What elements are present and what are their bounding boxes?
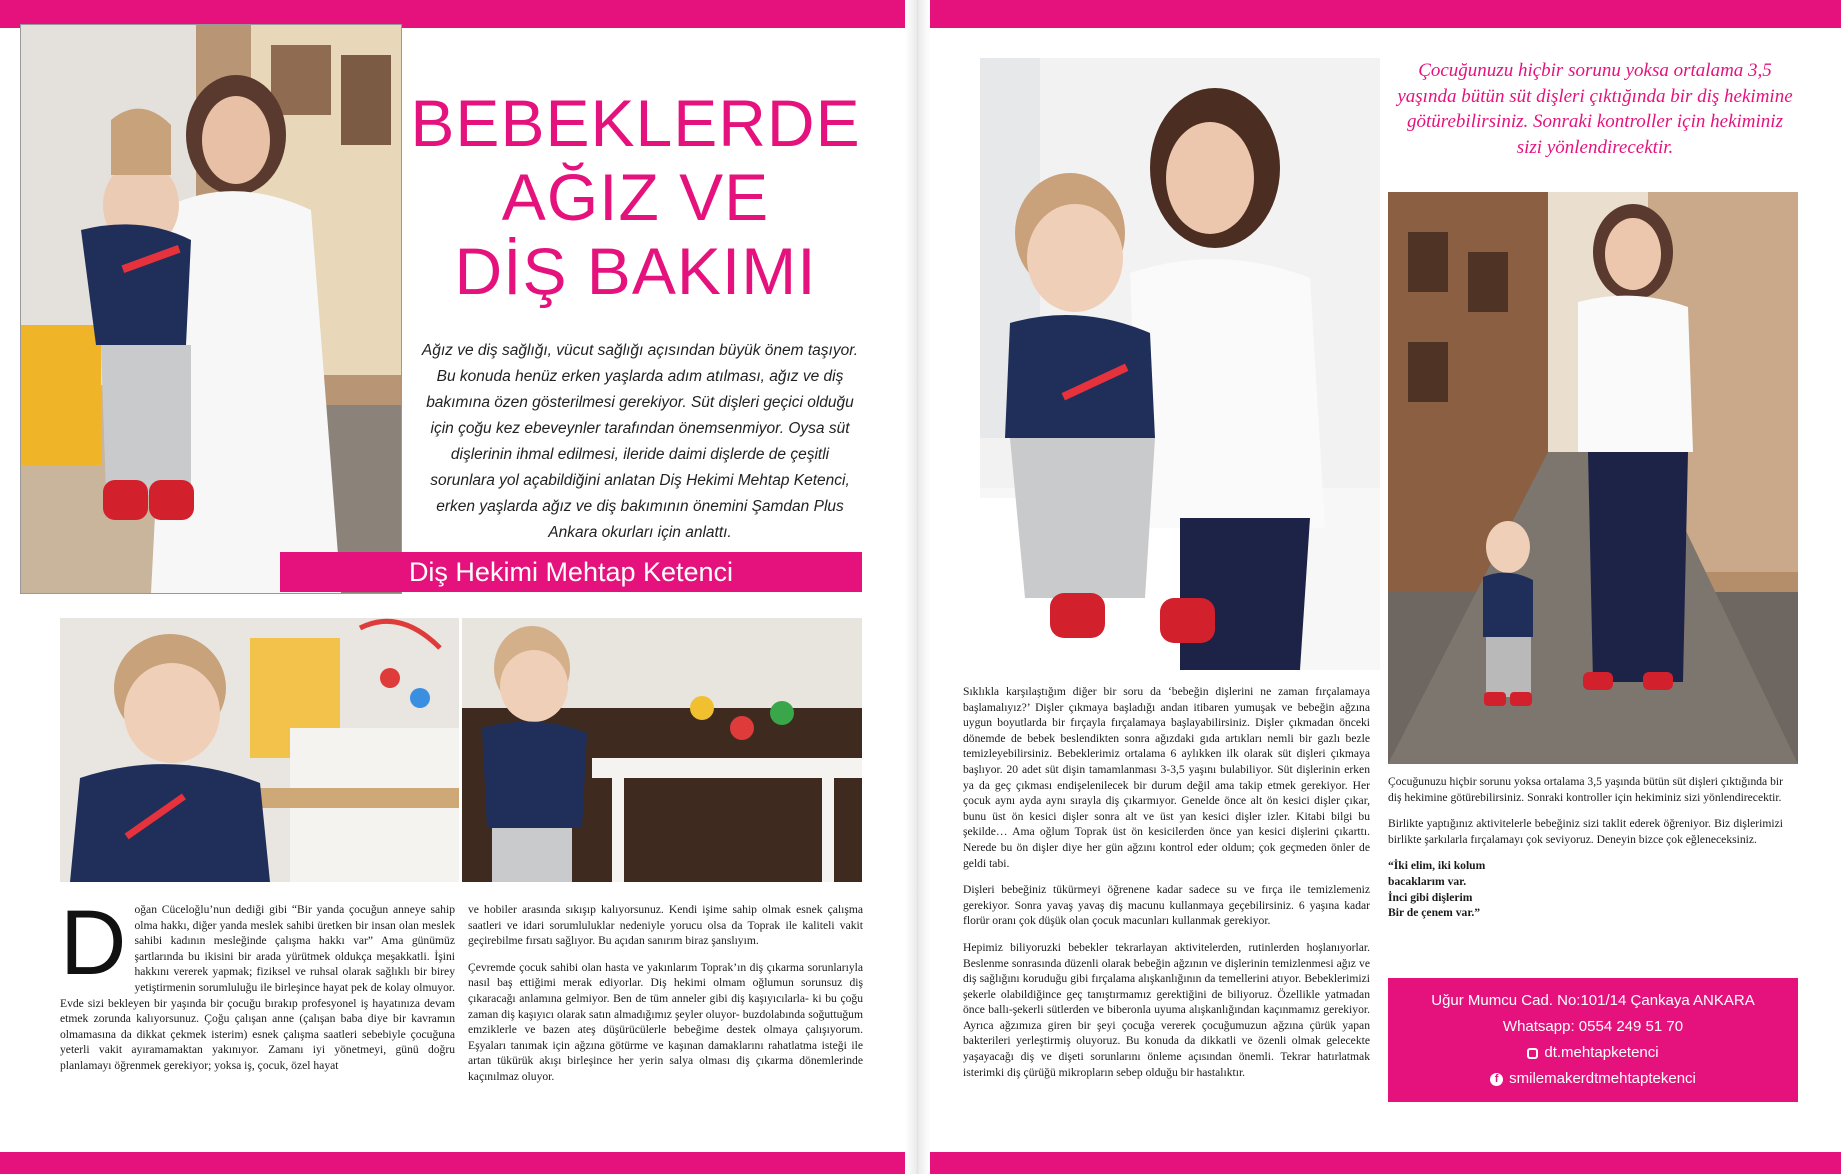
song-line-2: bacaklarım var. [1388, 874, 1467, 888]
song-line-3: İnci gibi dişlerim [1388, 890, 1473, 904]
photo-baby-at-table [462, 618, 862, 882]
contact-instagram-row[interactable] [1388, 1040, 1798, 1066]
column-2-paragraph-2: Çevremde çocuk sahibi olan hasta ve yakınlarım Toprak’ın diş çıkarma sorunlarıyla nasıl baş ettiğimi merak ediyorlar. Diş hekimi olmam oğlumun sorunsuz diş çıkaracağı anlamına gelmiyor. Ben de tüm anneler gibi diş kaşıyıcılarla- ki bu çoğu zaman diş kaşıyıcı olarak satın almadığımız şeyler oluyor- buzdolabında soğuttuğum emziklerle ve bazen ateş düşürücülerle bebeğime destek olmaya çalışıyorum. Eşyaları tanımak için ağzına götürme ve kaşınan damaklarını rahatlatma isteği ile artan tükürük akışı birleşince her yerin salya olması diş çıkarma dönemlerinde kaçınılmaz oluyor. [468, 960, 863, 1083]
contact-facebook: smilemakerdtmehtaptekenci [1509, 1070, 1696, 1087]
bottom-bar-right [930, 1152, 1841, 1174]
photo-mother-baby-street [1388, 192, 1798, 764]
title-line-3: DİŞ BAKIMI [454, 234, 817, 308]
drop-cap: D [60, 892, 127, 994]
song-line-1: “İki elim, iki kolum [1388, 859, 1486, 873]
instagram-icon [1527, 1048, 1538, 1059]
bottom-bar-left [0, 1152, 905, 1174]
column-4-paragraph-1: Çocuğunuzu hiçbir sorunu yoksa ortalama 3,5 yaşında bütün süt dişleri çıktığında bir diş hekimine götürebilirsiniz. Sonraki kontroller için hekiminiz sizi yönlendirecektir. [1388, 775, 1783, 804]
title-line-1: BEBEKLERDE [410, 86, 861, 160]
page-gutter [905, 0, 930, 1174]
photo-baby-toothbrush [60, 618, 459, 882]
contact-facebook-row[interactable] [1388, 1066, 1798, 1092]
author-banner [280, 552, 862, 592]
body-column-4 [1388, 774, 1783, 921]
author-banner-text: Diş Hekimi Mehtap Ketenci [408, 557, 734, 587]
article-title [408, 86, 863, 308]
column-3-paragraph-2: Dişleri bebeğiniz tükürmeyi öğrenene kadar sadece su ve fırça ile temizlemeniz gerekiyor. Sonra yavaş yavaş diş macunu kullanmaya geçebilirsiniz. 6 yaşına kadar florür oranı çok düşük olan çocuk macunları kullanmak gerekiyor. [963, 883, 1370, 928]
body-column-1 [60, 892, 455, 1074]
contact-instagram: dt.mehtapketenci [1544, 1044, 1659, 1061]
contact-whatsapp[interactable]: Whatsapp: 0554 249 51 70 [1502, 1018, 1684, 1035]
song-line-4: Bir de çenem var.” [1388, 906, 1481, 920]
contact-box [1388, 978, 1798, 1102]
body-column-3 [963, 684, 1370, 1091]
column-4-paragraph-2: Birlikte yaptığınız aktivitelerle bebeğiniz sizi taklit ederek öğreniyor. Biz dişlerimizi birlikte şarkılarla fırçalamayı çok seviyoruz. Deneyin bizce çok eğleneceksiniz. [1388, 817, 1783, 846]
facebook-icon: f [1490, 1073, 1503, 1086]
body-column-2 [468, 902, 863, 1096]
lead-paragraph: Ağız ve diş sağlığı, vücut sağlığı açısından büyük önem taşıyor. Bu konuda henüz erken yaşlarda adım atılması, ağız ve diş bakımına özen gösterilmesi gerekiyor. Süt dişleri geçici olduğu için çoğu kez ebeveynler tarafından önemsenmiyor. Oysa süt dişlerinin ihmal edilmesi, ileride daimi dişlerde de çeşitli sorunlara yol açabildiğini anlatan Diş Hekimi Mehtap Ketenci, erken yaşlarda ağız ve diş bakımının önemini Şamdan Plus Ankara okurları için anlattı. [421, 342, 859, 541]
column-3-paragraph-3: Hepimiz biliyoruzki bebekler tekrarlayan aktivitelerden, rutinlerden hoşlanıyorlar. Beslenme sonrasında düzenli olarak bebeğin ağzının ve dişlerinin temizlenmesi ağız ve diş sağlığını koruduğu gibi fırçalama alışkanlığının da temellerini atıyor. Bebeklerimizi şekerle olabildiğince geç tanıştırmamız gerektiğini de biliyoruz. Özellikle yatmadan önce ballı-şekerli sütlerden ve biberonla uyuma alışkanlığından kaçınmamız gerekiyor. Ayrıca ağzımıza giren bir şeyi çocuğa vererek çocuğumuzun ağzına çürük yapan bakterileri yerleştirmiş oluyoruz. Bu konuda da dikkatli ve özenli olmak gelecekte yaşayacağı diş ve dişeti sorunlarını önleme açısından önemli. Tekrar hatırlatmak isterimki diş çürüğü mikropların sebep olduğu bir hastalıktır. [963, 940, 1370, 1079]
top-bar-right [930, 0, 1841, 28]
song-lyrics [1388, 858, 1783, 920]
pull-quote: Çocuğunuzu hiçbir sorunu yoksa ortalama 3,5 yaşında bütün süt dişleri çıktığında bir diş hekimine götürebilirsiniz. Sonraki kontroller için hekiminiz sizi yönlendirecektir. [1397, 60, 1793, 158]
photo-mother-holding-baby [20, 24, 402, 594]
photo-mother-baby-counter [980, 58, 1380, 670]
column-2-paragraph-1: ve hobiler arasında sıkışıp kalıyorsunuz. Kendi işime sahip olmak esnek çalışma saatleri ve idari sorumluluklar nedeniyle yorucu olsa da Toprak ile kaliteli vakit geçirebilme fırsatı sağlıyor. Bu açıdan sanırım biraz şanslıyım. [468, 903, 863, 948]
column-1-text: oğan Cüceloğlu’nun dediği gibi “Bir yanda çocuğun anneye sahip olma hakkı, diğer yanda meslek sahibi üretken bir insan olan meslek sahibi kadının mesleğinde çalışma hakkı var” Ama günümüz şartlarında bu ikisini bir arada yürütmek oldukça meşakkatli. İşini hakkını vererek yapmak; fiziksel ve ruhsal olarak sağlıklı bir birey yetiştirmenin sorumluluğu ile birleşince hayat pek de kolay olmuyor. Evde sizi bekleyen bir yaşında bir çocuğu bırakıp profesyonel iş hayatınıza devam etmek zorunda kalıyorsunuz. Çoğu çalışan anne (çalışan baba diye bir kavramın olmamasına da dikkat çekmek isterim) esnek çalışma saatleri sebebiyle çocuğuna yeterli vakit ayıramamaktan yakınıyor. Zamanı iyi yönetmeyi, günü doğru planlamayı öğrenmek gerekiyor; yoksa iş, çocuk, özel hayat [60, 903, 455, 1072]
column-3-paragraph-1: Sıklıkla karşılaştığım diğer bir soru da ‘bebeğin dişlerini ne zaman fırçalamaya başlamalıyız?’ Dişler çıkmaya başladığı andan itibaren yumuşak ve bebeğin ağzına uygun boyutlarda bir fırçayla fırçalamaya başlayabilirsiniz. Dişler çıkmadan önceki dönemde de bebek beslendikten sonra ağızdaki gıda artıkları nemli bir gazlı bezle temizleyebilirsiniz. Bebeklerimiz ortalama 6 aylıkken ilk olarak süt dişleri çıkmaya başlıyor. 20 adet süt dişin tamamlanması 3-3,5 yaşını bulabiliyor. Süt dişlerinin erken ya da geç çıkması endişelenilecek bir durum değil ama takip etmek gerekiyor. Her çocuk aynı ayda aynı sırayla diş çıkarmıyor. Genelde önce alt ön kesici dişler çıkar, bunu üst ön kesici dişler sonra alt ve üst yan kesici dişler izler. Kitabi bilgi bu şekilde… Ama oğlum Toprak üst ön kesicilerden önce yan kesici dişlerini çıkarttı. Nerede bu ön dişler diye her gün ağzını kontrol eder oldum; çok geçmeden önler de geldi tabi. [963, 685, 1370, 870]
title-line-2: AĞIZ VE [501, 160, 770, 234]
contact-address: Uğur Mumcu Cad. No:101/14 Çankaya ANKARA [1431, 992, 1755, 1009]
